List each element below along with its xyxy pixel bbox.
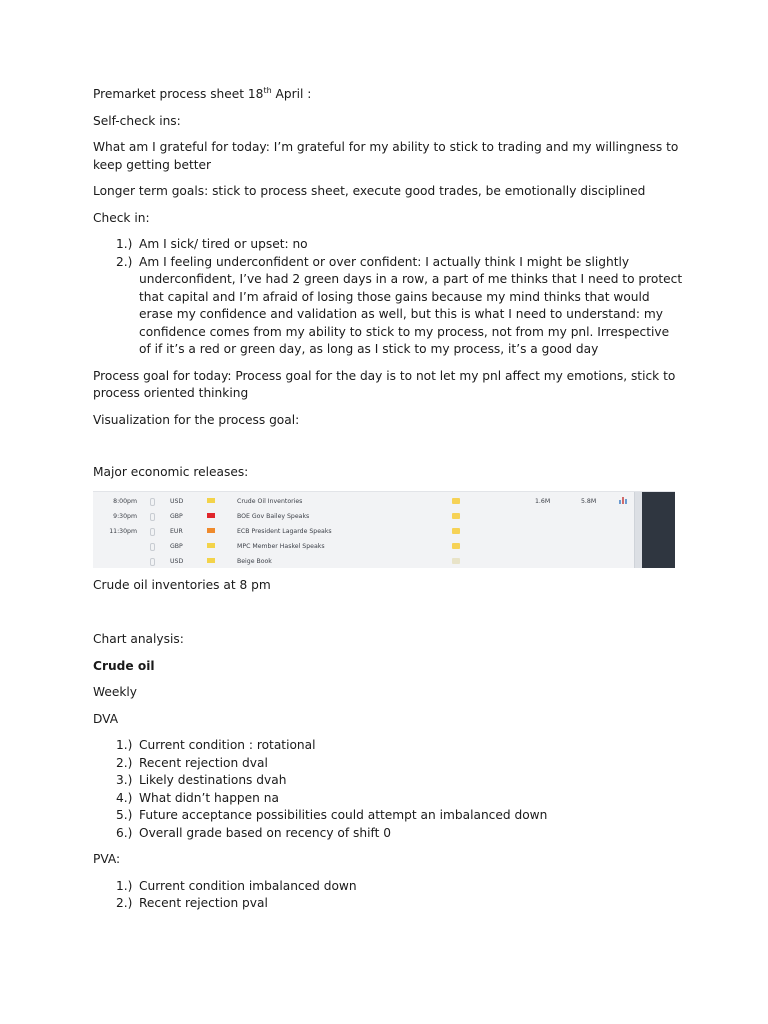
event-time: 9:30pm xyxy=(113,512,137,520)
chart-analysis-heading: Chart analysis: xyxy=(93,632,184,646)
event-name: BOE Gov Bailey Speaks xyxy=(237,512,310,520)
event-currency: GBP xyxy=(170,512,183,520)
folder-icon xyxy=(452,543,460,549)
check-in-heading: Check in: xyxy=(93,210,150,225)
event-name: MPC Member Haskel Speaks xyxy=(237,542,325,550)
title-prefix: Premarket process sheet 18 xyxy=(93,87,264,101)
process-goal: Process goal for today: Process goal for the day is to not let my pnl affect my emotions, stick to process oriented thinking xyxy=(93,368,676,400)
list-text: Overall grade based on recency of shift 0 xyxy=(139,825,391,840)
event-name: Crude Oil Inventories xyxy=(237,497,303,505)
list-item xyxy=(93,807,683,825)
list-text: Recent rejection dval xyxy=(139,755,268,770)
list-text: Recent rejection pval xyxy=(139,896,268,910)
list-text: Am I feeling underconfident or over confident: I actually think I might be slightly underconfident, I’ve had 2 green days in a row, a part of me thinks that I need to protect that capital and I’m afraid of losing those gains because my mind thinks that would erase my confidence and validation as well, but this is what I need to understand: my confidence comes from my ability to stick to my process, not from my pnl. Irrespective of if it’s a red or green day, as long as I stick to my process, it’s a good day xyxy=(139,254,683,356)
list-number: 2.) xyxy=(116,755,133,770)
event-currency: USD xyxy=(170,557,184,565)
list-text: Likely destinations dvah xyxy=(139,773,287,787)
list-number: 4.) xyxy=(116,790,133,805)
impact-folder-icon xyxy=(207,513,215,518)
event-name: ECB President Lagarde Speaks xyxy=(237,527,332,535)
list-item xyxy=(93,737,683,755)
list-number: 1.) xyxy=(116,237,133,251)
pva-label: PVA: xyxy=(93,852,121,866)
event-currency: GBP xyxy=(170,542,183,550)
calendar-row xyxy=(93,554,634,568)
impact-folder-icon xyxy=(207,543,215,548)
economic-calendar-image xyxy=(93,491,675,568)
event-actual: 1.6M xyxy=(535,497,551,505)
longer-term-goals: Longer term goals: stick to process sheet, execute good trades, be emotionally disciplined xyxy=(93,184,646,198)
event-currency: EUR xyxy=(170,527,183,535)
folder-icon xyxy=(452,558,460,564)
list-number: 1.) xyxy=(116,878,133,893)
list-item xyxy=(93,236,683,254)
list-item xyxy=(93,878,683,896)
visualization-heading: Visualization for the process goal: xyxy=(93,412,300,427)
event-time: 11:30pm xyxy=(109,527,137,535)
instrument-heading: Crude oil xyxy=(93,658,155,673)
folder-icon xyxy=(452,528,460,534)
dva-label: DVA xyxy=(93,711,119,726)
bar-chart-icon xyxy=(619,497,628,504)
list-item xyxy=(93,755,683,773)
bullet-icon xyxy=(150,528,155,536)
calendar-row xyxy=(93,494,634,508)
document-page xyxy=(93,86,683,922)
economic-releases-heading: Major economic releases: xyxy=(93,465,249,479)
folder-icon xyxy=(452,498,460,504)
list-text: Current condition : rotational xyxy=(139,738,316,752)
dva-list xyxy=(93,737,683,842)
list-text: What didn’t happen na xyxy=(139,790,279,805)
calendar-row xyxy=(93,539,634,553)
event-currency: USD xyxy=(170,497,184,505)
pva-list xyxy=(93,878,683,913)
list-item xyxy=(93,825,683,843)
event-forecast: 5.8M xyxy=(581,497,597,505)
list-number: 1.) xyxy=(116,738,133,752)
list-item xyxy=(93,790,683,808)
list-item xyxy=(93,772,683,790)
bullet-icon xyxy=(150,543,155,551)
list-item xyxy=(93,895,683,913)
list-number: 6.) xyxy=(116,825,133,840)
self-check-heading: Self-check ins: xyxy=(93,113,181,128)
list-number: 3.) xyxy=(116,773,133,787)
list-text: Am I sick/ tired or upset: no xyxy=(139,237,308,251)
grateful-paragraph: What am I grateful for today: I’m grateful for my ability to stick to trading and my willingness to keep getting better xyxy=(93,140,679,172)
impact-folder-icon xyxy=(207,558,215,563)
list-item xyxy=(93,254,683,359)
title-superscript: th xyxy=(263,85,272,95)
list-text: Current condition imbalanced down xyxy=(139,878,357,893)
bullet-icon xyxy=(150,498,155,506)
bullet-icon xyxy=(150,558,155,566)
page-title xyxy=(93,86,683,104)
list-text: Future acceptance possibilities could attempt an imbalanced down xyxy=(139,808,548,822)
timeframe-label: Weekly xyxy=(93,685,137,699)
list-number: 5.) xyxy=(116,808,133,822)
impact-folder-icon xyxy=(207,498,215,503)
impact-folder-icon xyxy=(207,528,215,533)
check-in-list xyxy=(93,236,683,359)
title-suffix: April : xyxy=(271,87,312,101)
crude-oil-note: Crude oil inventories at 8 pm xyxy=(93,577,271,592)
bullet-icon xyxy=(150,513,155,521)
list-number: 2.) xyxy=(116,254,133,269)
event-name: Beige Book xyxy=(237,557,272,565)
folder-icon xyxy=(452,513,460,519)
calendar-row xyxy=(93,509,634,523)
calendar-row xyxy=(93,524,634,538)
calendar-side-panel xyxy=(642,492,675,568)
event-time: 8:00pm xyxy=(113,497,137,505)
list-number: 2.) xyxy=(116,896,133,910)
